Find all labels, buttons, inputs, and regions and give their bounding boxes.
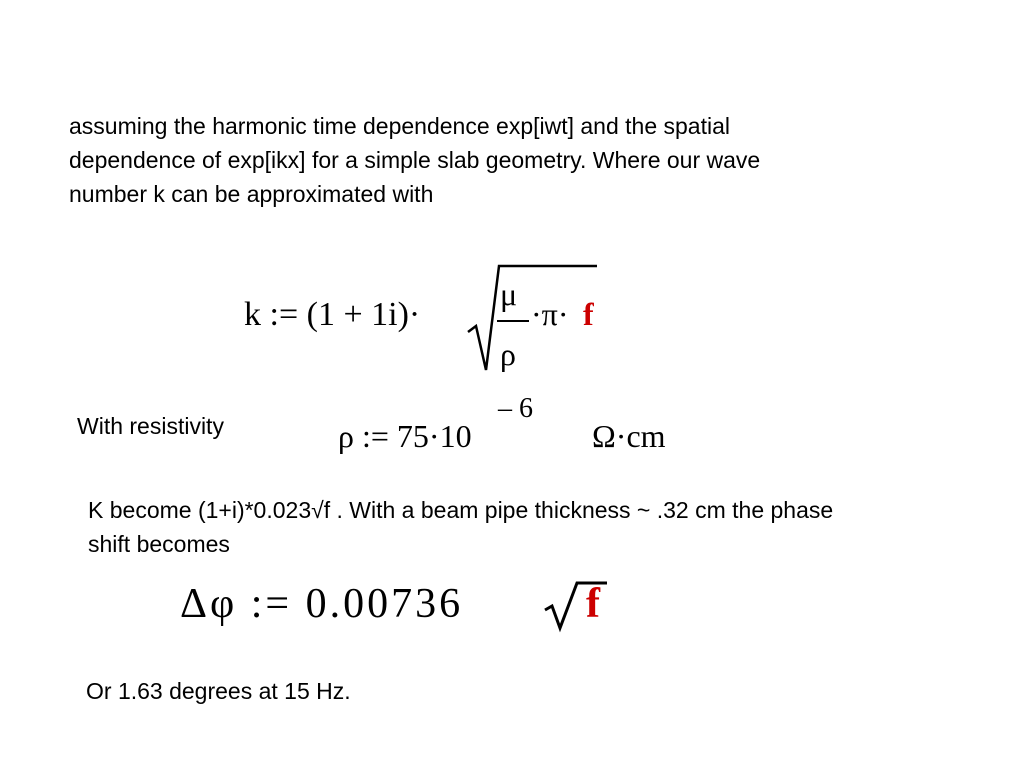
equation-k-lhs: k := (1 + 1i)·	[244, 296, 421, 333]
equation-k-frequency: f	[583, 296, 594, 332]
resistivity-label: With resistivity	[77, 413, 224, 439]
intro-line-2: dependence of exp[ikx] for a simple slab geometry. Where our wave	[69, 147, 761, 173]
k-result-line-1: K become (1+i)*0.023√f . With a beam pipe thickness ~ .32 cm the phase	[88, 497, 834, 523]
equation-k-denominator: ρ	[500, 336, 516, 372]
intro-paragraph	[69, 109, 760, 211]
equation-k-multiplier: ·π·	[531, 296, 569, 332]
equation-k-numerator: μ	[500, 276, 518, 312]
resistivity-expression: ρ := 75·10	[338, 418, 472, 454]
conclusion-text: Or 1.63 degrees at 15 Hz.	[86, 678, 351, 704]
fraction-bar	[497, 320, 529, 322]
intro-line-1: assuming the harmonic time dependence exp[iwt] and the spatial	[69, 113, 731, 139]
phase-shift-frequency: f	[586, 581, 600, 627]
resistivity-exponent: – 6	[498, 393, 533, 424]
k-result-line-2: shift becomes	[88, 531, 230, 557]
phase-shift-lhs: Δφ := 0.00736	[180, 581, 464, 627]
intro-line-3: number k can be approximated with	[69, 181, 434, 207]
k-result-paragraph	[88, 493, 833, 561]
resistivity-unit: Ω·cm	[592, 418, 666, 454]
